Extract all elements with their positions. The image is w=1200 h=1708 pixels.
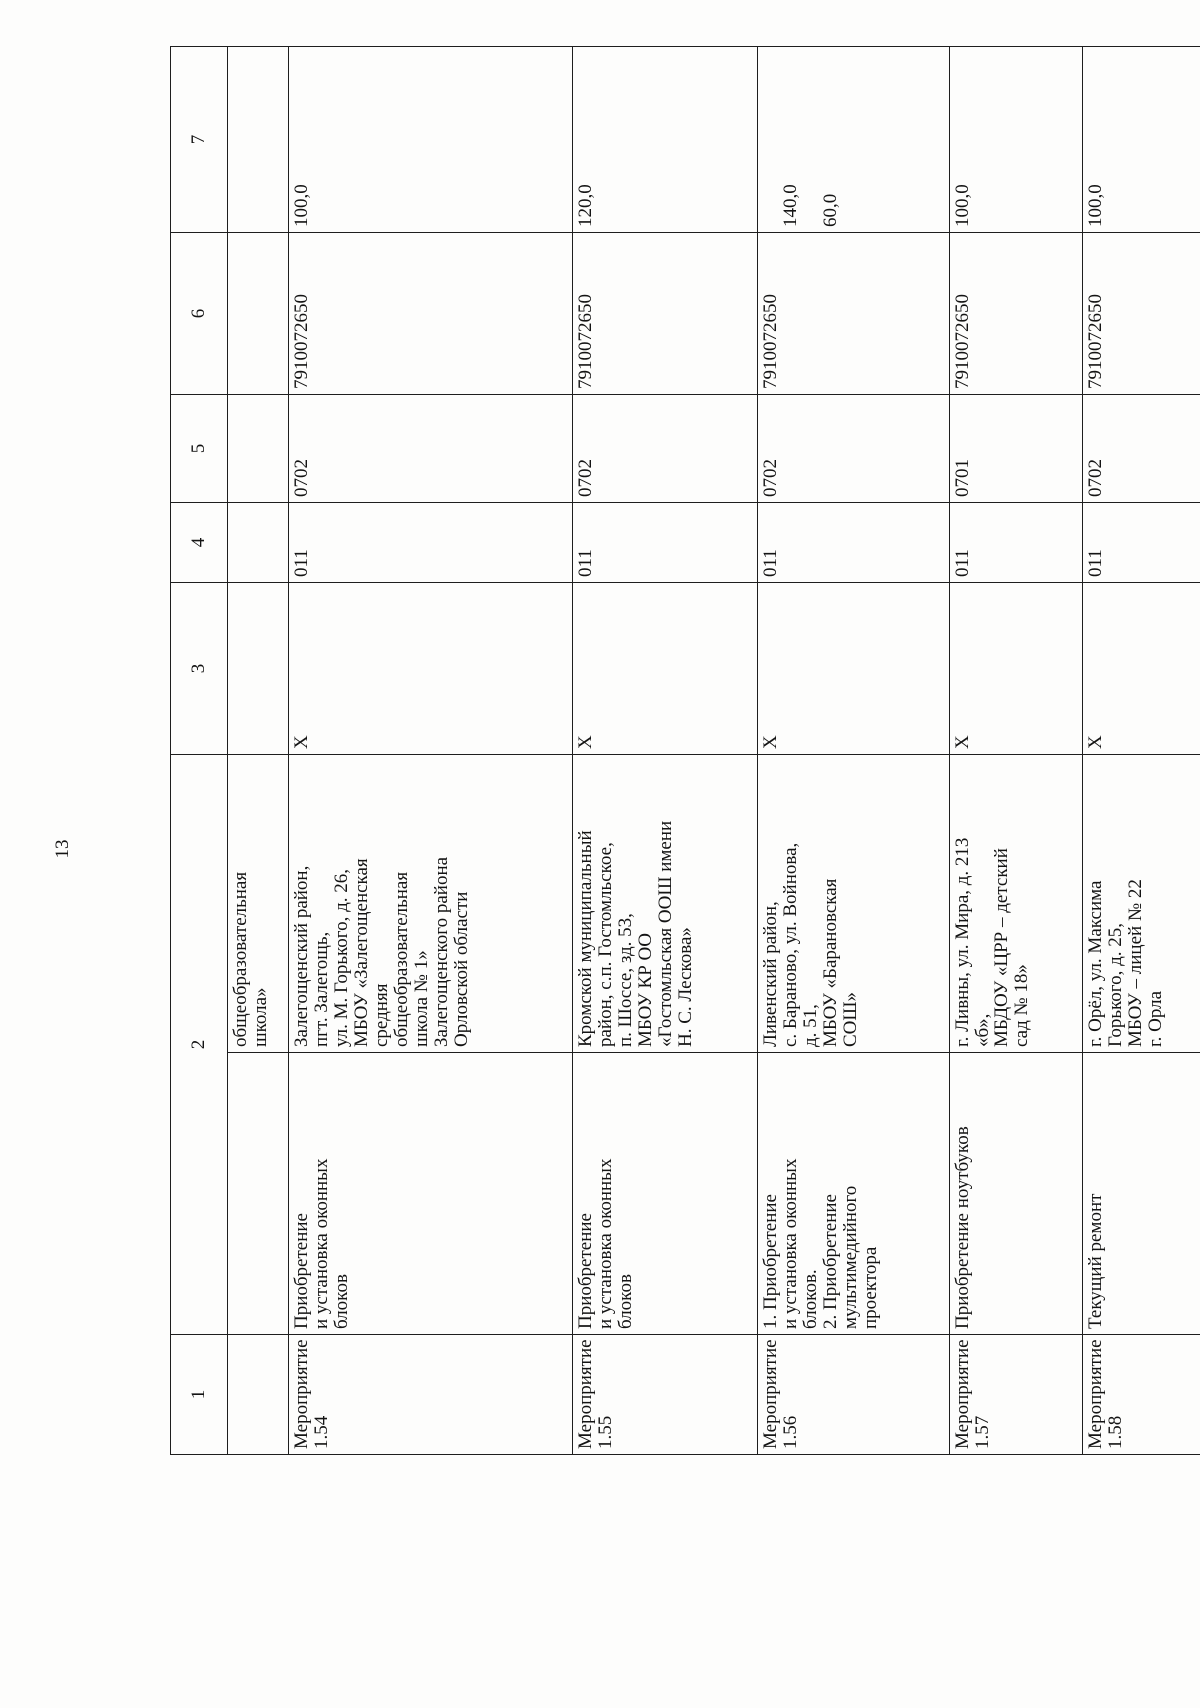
cell-col5: 0702 [758, 395, 949, 503]
cell-col4: 011 [758, 503, 949, 583]
cell-col6: 7910072650 [573, 233, 758, 395]
cell-empty [227, 47, 289, 233]
header-row [171, 47, 228, 1455]
header-col-2: 2 [171, 755, 228, 1335]
measures-table [170, 46, 1200, 1455]
cell-address: Ливенский район, с. Бараново, ул. Войнова, д. 51, МБОУ «Барановская СОШ» [758, 755, 949, 1053]
amount-value: 120,0 [575, 184, 597, 227]
cell-amount [758, 47, 949, 233]
table-row [758, 47, 949, 1455]
cell-col3: X [758, 583, 949, 755]
cell-col3: X [573, 583, 758, 755]
header-col-3: 3 [171, 583, 228, 755]
cell-col6: 7910072650 [949, 233, 1082, 395]
cell-amount [949, 47, 1082, 233]
table-row [949, 47, 1082, 1455]
cell-empty [227, 1053, 289, 1335]
cell-empty [227, 233, 289, 395]
table-container [170, 47, 1200, 1455]
table-row [289, 47, 573, 1455]
cell-col4: 011 [1082, 503, 1200, 583]
continuation-row [227, 47, 289, 1455]
cell-col5: 0702 [289, 395, 573, 503]
page-number: 13 [52, 839, 73, 859]
cell-measure-name: Мероприятие 1.54 [289, 1335, 573, 1455]
cell-col3: X [289, 583, 573, 755]
cell-amount [289, 47, 573, 233]
cell-empty [227, 503, 289, 583]
cell-address: г. Ливны, ул. Мира, д. 213 «б», МБДОУ «ЦРР – детский сад № 18» [949, 755, 1082, 1053]
cell-measure-name: Мероприятие 1.58 [1082, 1335, 1200, 1455]
cell-measure-name: Мероприятие 1.57 [949, 1335, 1082, 1455]
cell-activity: Приобретение и установка оконных блоков [573, 1053, 758, 1335]
header-col-7: 7 [171, 47, 228, 233]
cell-activity: Текущий ремонт [1082, 1053, 1200, 1335]
cell-activity: 1. Приобретение и установка оконных блоков. 2. Приобретение мультимедийного проектора [758, 1053, 949, 1335]
cell-address: Залегощенский район, пгт. Залегощь, ул. М. Горького, д. 26, МБОУ «Залегощенская средняя общеобразовательная школа № 1» Залегощенского района Орловской области [289, 755, 573, 1053]
header-col-4: 4 [171, 503, 228, 583]
cell-measure-name: Мероприятие 1.56 [758, 1335, 949, 1455]
cell-measure-name: Мероприятие 1.55 [573, 1335, 758, 1455]
cell-empty [227, 1335, 289, 1455]
cell-address-continuation: общеобразовательная школа» [227, 755, 289, 1053]
table-row [1082, 47, 1200, 1455]
cell-col6: 7910072650 [758, 233, 949, 395]
header-col-6: 6 [171, 233, 228, 395]
cell-col3: X [949, 583, 1082, 755]
amount-value: 100,0 [1084, 184, 1106, 227]
cell-activity: Приобретение ноутбуков [949, 1053, 1082, 1335]
amount-value: 100,0 [951, 184, 973, 227]
cell-col5: 0701 [949, 395, 1082, 503]
cell-empty [227, 395, 289, 503]
cell-col6: 7910072650 [289, 233, 573, 395]
cell-col4: 011 [573, 503, 758, 583]
cell-col5: 0702 [1082, 395, 1200, 503]
table-row [573, 47, 758, 1455]
amount-value: 140,0 [780, 184, 802, 227]
cell-col4: 011 [949, 503, 1082, 583]
cell-col4: 011 [289, 503, 573, 583]
cell-amount [1082, 47, 1200, 233]
cell-empty [227, 583, 289, 755]
header-col-1: 1 [171, 1335, 228, 1455]
header-col-5: 5 [171, 395, 228, 503]
cell-activity: Приобретение и установка оконных блоков [289, 1053, 573, 1335]
amount-value: 100,0 [291, 184, 313, 227]
amount-value-secondary: 60,0 [820, 193, 842, 227]
cell-col5: 0702 [573, 395, 758, 503]
cell-amount [573, 47, 758, 233]
cell-address: г. Орёл, ул. Максима Горького, д. 25, МБОУ – лицей № 22 г. Орла [1082, 755, 1200, 1053]
cell-col3: X [1082, 583, 1200, 755]
cell-address: Кромской муниципальный район, с.п. Гостомльское, п. Шоссе, зд. 53, МБОУ КР ОО «Гостомльская ООШ имени Н. С. Лескова» [573, 755, 758, 1053]
cell-col6: 7910072650 [1082, 233, 1200, 395]
rotated-table-wrapper [170, 47, 1200, 1455]
